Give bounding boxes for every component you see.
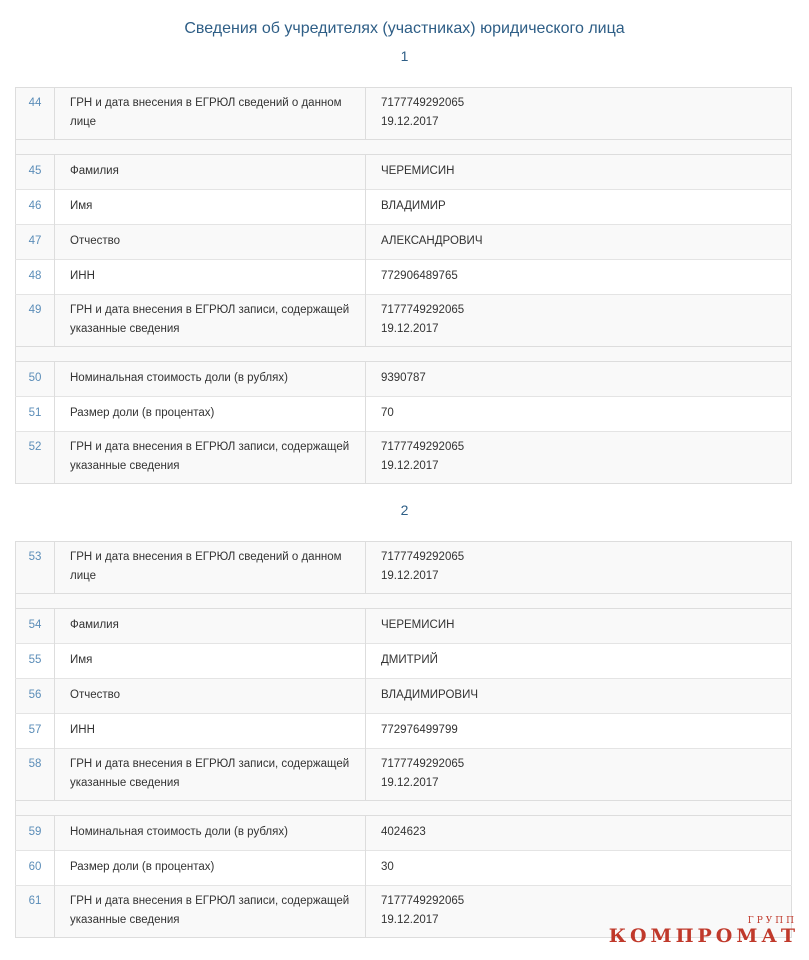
row-label: ГРН и дата внесения в ЕГРЮЛ сведений о данном лице [70, 551, 342, 582]
row-value [381, 816, 791, 850]
row-value [381, 225, 791, 259]
row-label: Фамилия [70, 165, 119, 177]
row-value-line: 772906489765 [381, 270, 458, 282]
founder-table-2 [15, 541, 792, 938]
row-label: ГРН и дата внесения в ЕГРЮЛ записи, содержащей указанные сведения [70, 441, 350, 472]
row-value-line: 19.12.2017 [381, 570, 439, 582]
row-label: ГРН и дата внесения в ЕГРЮЛ сведений о данном лице [70, 97, 342, 128]
row-value-line: ДМИТРИЙ [381, 654, 438, 666]
row-number: 58 [28, 758, 42, 770]
page-title: Сведения об учредителях (участниках) юридического лица [184, 20, 625, 37]
table-row [16, 432, 792, 484]
row-value [381, 397, 791, 431]
row-value-line: 7177749292065 [381, 895, 465, 907]
row-value-line: 19.12.2017 [381, 323, 439, 335]
row-value [381, 644, 791, 678]
section-number-2: 2 [400, 502, 409, 518]
group-separator [16, 594, 792, 609]
table-row [16, 542, 792, 594]
table-row [16, 816, 792, 851]
watermark-big-text: КОМПРОМАТ [608, 925, 799, 947]
row-value-line: 7177749292065 [381, 304, 465, 316]
table-row [16, 362, 792, 397]
row-value-line: 7177749292065 [381, 97, 465, 109]
table-row [16, 155, 792, 190]
row-label: Имя [70, 654, 93, 666]
row-label: Фамилия [70, 619, 119, 631]
row-label: Номинальная стоимость доли (в рублях) [70, 372, 288, 384]
row-value [381, 155, 791, 189]
row-number: 45 [28, 165, 42, 177]
row-label: ИНН [70, 724, 95, 736]
row-value [381, 749, 791, 800]
row-number: 59 [28, 826, 42, 838]
section-number-1: 1 [400, 48, 409, 64]
row-value-line: ЧЕРЕМИСИН [381, 619, 455, 631]
table-row [16, 225, 792, 260]
row-label: Номинальная стоимость доли (в рублях) [70, 826, 288, 838]
row-number: 47 [28, 235, 42, 247]
row-value [381, 260, 791, 294]
table-row [16, 88, 792, 140]
row-label: Отчество [70, 235, 120, 247]
row-number: 44 [28, 97, 42, 109]
table-row [16, 397, 792, 432]
row-value [381, 542, 791, 593]
watermark-small-text: ГРУПП [747, 916, 797, 926]
row-label: Имя [70, 200, 93, 212]
row-number: 48 [28, 270, 42, 282]
row-value-line: 19.12.2017 [381, 914, 439, 926]
row-value [381, 190, 791, 224]
row-value-line: ЧЕРЕМИСИН [381, 165, 455, 177]
row-number: 57 [28, 724, 42, 736]
row-label: ГРН и дата внесения в ЕГРЮЛ записи, содержащей указанные сведения [70, 895, 350, 926]
row-value-line: АЛЕКСАНДРОВИЧ [381, 235, 483, 247]
table-row [16, 609, 792, 644]
row-label: Размер доли (в процентах) [70, 861, 215, 873]
row-value [381, 88, 791, 139]
row-value-line: ВЛАДИМИРОВИЧ [381, 689, 479, 701]
row-label: Отчество [70, 689, 120, 701]
row-number: 60 [28, 861, 42, 873]
row-value-line: 70 [381, 407, 394, 419]
row-value-line: 19.12.2017 [381, 116, 439, 128]
row-number: 55 [28, 654, 42, 666]
table-row [16, 260, 792, 295]
row-number: 61 [28, 895, 42, 907]
founder-table-1 [15, 87, 792, 484]
row-value-line: ВЛАДИМИР [381, 200, 446, 212]
row-label: ГРН и дата внесения в ЕГРЮЛ записи, содержащей указанные сведения [70, 758, 350, 789]
table-row [16, 190, 792, 225]
row-label: ИНН [70, 270, 95, 282]
row-value [381, 851, 791, 885]
row-value-line: 30 [381, 861, 394, 873]
table-row [16, 714, 792, 749]
table-row [16, 644, 792, 679]
row-value [381, 295, 791, 346]
row-value [381, 432, 791, 483]
table-row [16, 295, 792, 347]
watermark-logo [609, 917, 799, 946]
row-value-line: 772976499799 [381, 724, 458, 736]
row-number: 49 [28, 304, 42, 316]
row-value-line: 7177749292065 [381, 551, 465, 563]
row-label: Размер доли (в процентах) [70, 407, 215, 419]
group-separator [16, 347, 792, 362]
row-value [381, 362, 791, 396]
group-separator [16, 140, 792, 155]
row-value-line: 19.12.2017 [381, 777, 439, 789]
row-number: 52 [28, 441, 42, 453]
row-number: 46 [28, 200, 42, 212]
row-value [381, 609, 791, 643]
table-row [16, 749, 792, 801]
row-value-line: 7177749292065 [381, 758, 465, 770]
row-value-line: 19.12.2017 [381, 460, 439, 472]
row-number: 53 [28, 551, 42, 563]
table-row [16, 679, 792, 714]
row-number: 54 [28, 619, 42, 631]
row-number: 51 [28, 407, 42, 419]
row-number: 50 [28, 372, 42, 384]
row-label: ГРН и дата внесения в ЕГРЮЛ записи, содержащей указанные сведения [70, 304, 350, 335]
row-value-line: 4024623 [381, 826, 426, 838]
row-value-line: 7177749292065 [381, 441, 465, 453]
row-value [381, 679, 791, 713]
row-value [381, 714, 791, 748]
table-row [16, 851, 792, 886]
group-separator [16, 801, 792, 816]
row-value-line: 9390787 [381, 372, 426, 384]
row-number: 56 [28, 689, 42, 701]
